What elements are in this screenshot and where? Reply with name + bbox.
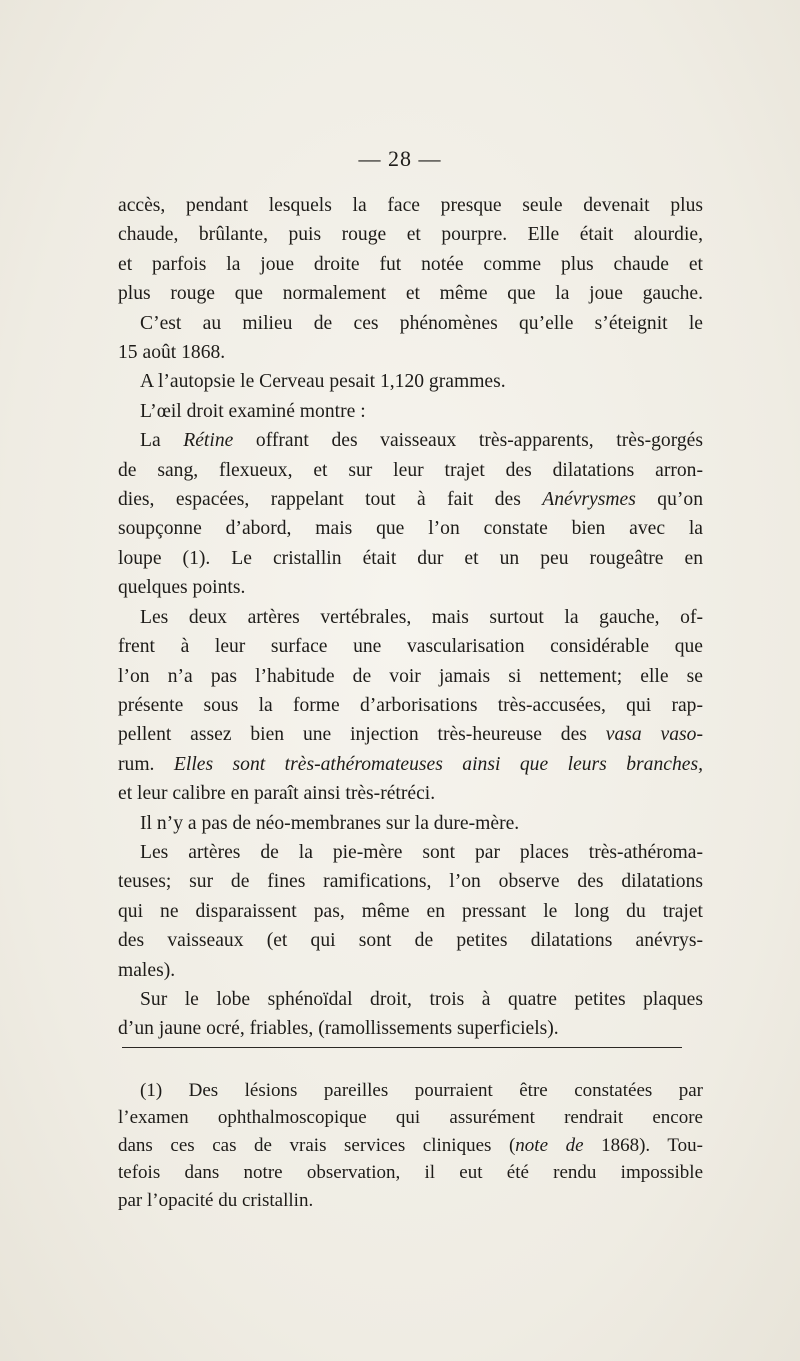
text-run: des vaisseaux (et qui sont de petites dilatations anévrys- <box>118 930 703 952</box>
text-run: Sur le lobe sphénoïdal droit, trois à quatre petites plaques <box>140 988 703 1010</box>
text-run: l’on n’a pas l’habitude de voir jamais si nettement; elle se <box>118 665 703 687</box>
text-line <box>118 956 703 985</box>
text-line <box>118 338 703 367</box>
paragraph-p8 <box>118 985 703 1044</box>
text-run: de sang, flexueux, et sur leur trajet des dilatations arron- <box>118 459 703 481</box>
footnote-line <box>118 1077 703 1104</box>
text-run: Il n’y a pas de néo-membranes sur la dure-mère. <box>140 812 520 834</box>
text-line <box>118 838 703 867</box>
footnote-line <box>118 1132 703 1159</box>
italic-term: Elles sont très-athéromateuses ainsi que leurs branches, <box>154 753 703 775</box>
text-line <box>118 514 703 543</box>
body-text <box>118 191 703 1044</box>
text-line <box>118 279 703 308</box>
text-run: Les artères de la pie-mère sont par places très-athéroma- <box>140 841 703 863</box>
text-line <box>118 309 703 338</box>
text-run: dies, espacées, rappelant tout à fait des <box>118 489 543 511</box>
text-run: l’examen ophthalmoscopique qui assurément rendrait encore <box>118 1107 703 1129</box>
text-run: tefois dans notre observation, il eut été rendu impossible <box>118 1162 703 1184</box>
text-run: C’est au milieu de ces phénomènes qu’elle s’éteignit le <box>140 312 703 334</box>
text-line <box>118 809 703 838</box>
italic-term: Rétine <box>183 430 234 452</box>
text-line <box>118 632 703 661</box>
page-number: — 28 — <box>358 146 442 171</box>
paragraph-p4 <box>118 426 703 602</box>
text-line <box>118 544 703 573</box>
text-run: pellent assez bien une injection très-heureuse des <box>118 724 606 746</box>
text-run: et parfois la joue droite fut notée comme plus chaude et <box>118 253 703 275</box>
text-run: frent à leur surface une vascularisation considérable que <box>118 636 703 658</box>
text-run: présente sous la forme d’arborisations très-accusées, qui rap- <box>118 694 703 716</box>
text-line <box>118 191 703 220</box>
footnote-line <box>118 1187 703 1214</box>
text-line <box>118 1014 703 1043</box>
italic-term: Anévrysmes <box>542 489 636 511</box>
text-run: qui ne disparaissent pas, même en pressant le long du trajet <box>118 900 703 922</box>
text-line <box>118 867 703 896</box>
text-run: et leur calibre en paraît ainsi très-rétréci. <box>118 783 436 805</box>
text-line <box>118 250 703 279</box>
text-line <box>118 426 703 455</box>
text-run: teuses; sur de fines ramifications, l’on observe des dilatations <box>118 871 703 893</box>
text-run: 15 août 1868. <box>118 342 226 364</box>
text-run: (1) Des lésions pareilles pourraient être constatées par <box>140 1080 703 1101</box>
text-run: d’un jaune ocré, friables, (ramollissements superficiels). <box>118 1018 559 1040</box>
text-line <box>118 603 703 632</box>
text-line <box>118 750 703 779</box>
text-run: par l’opacité du cristallin. <box>118 1189 314 1211</box>
text-run: A l’autopsie le Cerveau pesait 1,120 grammes. <box>140 371 506 393</box>
text-run: L’œil droit examiné montre : <box>140 400 366 422</box>
text-run: accès, pendant lesquels la face presque seule devenait plus <box>118 195 703 216</box>
text-run: chaude, brûlante, puis rouge et pourpre. Elle était alourdie, <box>118 224 703 246</box>
text-run: La <box>140 430 184 452</box>
text-run: qu’on <box>635 489 703 511</box>
text-run: loupe (1). Le cristallin était dur et un peu rougeâtre en <box>118 547 703 569</box>
text-line <box>118 456 703 485</box>
text-line <box>118 573 703 602</box>
text-line <box>118 985 703 1014</box>
text-run: rum. <box>118 753 155 775</box>
text-run: quelques points. <box>118 577 246 599</box>
text-line <box>118 691 703 720</box>
paragraph-p1 <box>118 191 703 367</box>
paragraph-p7 <box>118 838 703 985</box>
text-run: soupçonne d’abord, mais que l’on constate bien avec la <box>118 518 703 540</box>
text-run: plus rouge que normalement et même que la joue gauche. <box>118 283 703 305</box>
text-run: males). <box>118 959 176 981</box>
footnote-line <box>118 1104 703 1131</box>
text-line <box>118 720 703 749</box>
text-run: 1868). Tou- <box>583 1134 703 1156</box>
paragraph-p3 <box>118 397 703 426</box>
text-line <box>118 662 703 691</box>
text-line <box>118 779 703 808</box>
text-line <box>118 485 703 514</box>
footnote-line <box>118 1159 703 1186</box>
text-run: dans ces cas de vrais services cliniques ( <box>118 1134 516 1156</box>
text-run: offrant des vaisseaux très-apparents, très-gorgés <box>233 430 703 452</box>
italic-term: note de <box>515 1134 584 1156</box>
text-run: Les deux artères vertébrales, mais surtout la gauche, of- <box>140 606 703 628</box>
italic-term: vasa vaso- <box>605 724 703 746</box>
text-line <box>118 367 703 396</box>
text-line <box>118 397 703 426</box>
paragraph-p2 <box>118 367 703 396</box>
text-line <box>118 220 703 249</box>
text-line <box>118 926 703 955</box>
footnote <box>118 1077 703 1214</box>
paragraph-p5 <box>118 603 703 809</box>
paragraph-p6 <box>118 809 703 838</box>
footnote-separator <box>122 1047 682 1048</box>
text-line <box>118 897 703 926</box>
